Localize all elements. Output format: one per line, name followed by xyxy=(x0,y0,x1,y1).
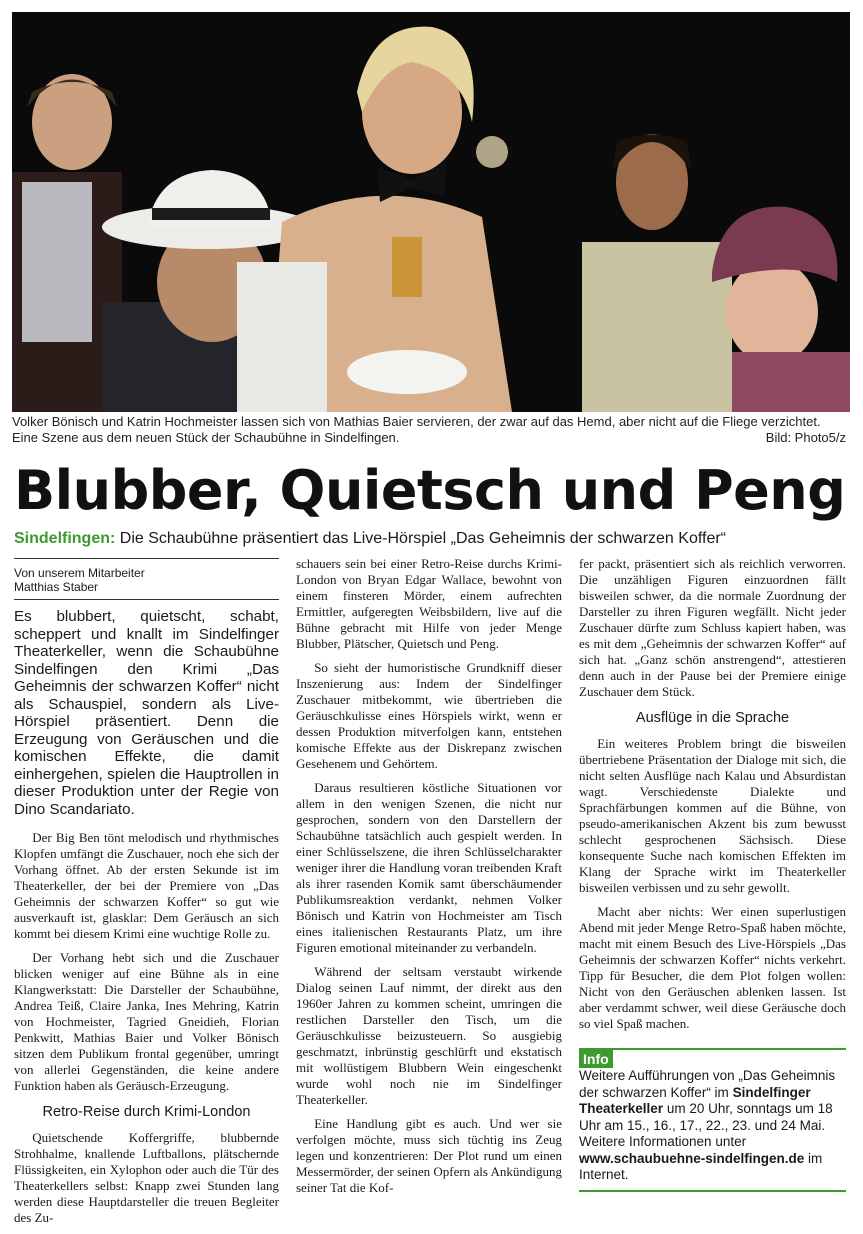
byline-line-1: Von unserem Mitarbeiter xyxy=(14,566,145,580)
byline-author: Matthias Staber xyxy=(14,580,99,594)
info-text-3: im Internet. xyxy=(579,1150,823,1182)
byline xyxy=(14,566,279,600)
info-bottom-rule xyxy=(579,1190,846,1192)
lead-paragraph: Es blubbert, quietscht, schabt, scheppert und knallt im Sindelfinger Theaterkeller, wenn die Schaubühne Sindelfingen den Krimi „Das Geheimnis der schwarzen Koffer“ nicht als Schauspiel, sondern als Live-Hörspiel präsentiert. Denn die Erzeugung von Geräuschen und die komischen Effekte, die damit einhergehen, spielen die Hauptrollen in dieser Produktion unter der Regie von Dino Scandariato. xyxy=(14,608,279,818)
info-label: Info xyxy=(579,1050,613,1068)
body-paragraph: Der Big Ben tönt melodisch und rhythmisches Klopfen umfängt die Zuschauer, noch ehe sich der Vorhang öffnet. Ab der ersten Sekunde ist im Theaterkeller, der bei der Premiere von „Das Geheimnis der schwarzen Koffer“ so gut wie ausverkauft ist, glasklar: Dem Geräusch an sich kommt bei diesem Krimi eine wuchtige Rolle zu. xyxy=(14,830,279,941)
article-photo xyxy=(12,12,850,412)
body-paragraph: fer packt, präsentiert sich als reichlich verworren. Die unzähligen Figuren einzuordnen fällt bisweilen schwer, da die normale Zuordnung der Darsteller zu ihren Figuren wegfällt. Nicht jeder Zuschauer dürfte zum Schluss kapiert haben, was es mit dem „Geheimnis der schwarzen Koffer“ auf sich hat. „Ganz schön anstrengend“, attestieren denn auch in der Pause bei der Premiere einige Zuschauer dem Stück. xyxy=(579,556,846,699)
article-column-3 xyxy=(579,556,846,1040)
subhead xyxy=(14,529,850,549)
info-venue: Sindelfinger Theaterkeller xyxy=(579,1084,811,1116)
caption-text: Volker Bönisch und Katrin Hochmeister lassen sich von Mathias Baier servieren, der zwar auf das Hemd, aber nicht auf die Fliege verzichtet. Eine Szene aus dem neuen Stück der Schaubühne in Sindelfingen. xyxy=(12,414,821,445)
body-paragraph: schauers sein bei einer Retro-Reise durchs Krimi-London von Bryan Edgar Wallace, bewohnt von einem finsteren Mörder, einem aufrechten Ermittler, aufgeregten Weibsbildern, live auf die Bühne gebracht mit Hilfe von jeder Menge Blubber, Plätscher, Quietsch und Peng. xyxy=(296,556,562,651)
body-paragraph: Eine Handlung gibt es auch. Und wer sie verfolgen möchte, muss sich tüchtig ins Zeug legen und konzentrieren: Der Plot rund um einen Messermörder, der seinen Opfern als Ankündigung seiner Tat die Kof- xyxy=(296,1116,562,1195)
info-url-link[interactable]: www.schaubuehne-sindelfingen.de xyxy=(579,1150,805,1166)
photo-credit: Bild: Photo5/z xyxy=(765,430,846,445)
section-heading: Ausflüge in die Sprache xyxy=(635,710,790,726)
body-paragraph: Ein weiteres Problem bringt die bisweilen übertriebene Präsentation der Dialoge mit sich, die nicht selten Ausflüge nach Kalau und Absurdistan wagt. Verschiedenste Dialekte und Sprachfärbungen kommen auf die Bühne, von pseudo-amerikanischen Akzent bis zum bewusst schlecht gesprochenen Sächsisch. Diese konsequente Suche nach komischen Effekten im Klang der Sprache wirkt im Theaterkeller bisweilen verbissen und zu sehr gewollt. xyxy=(579,736,846,895)
info-box xyxy=(579,1048,846,1192)
info-text xyxy=(579,1068,846,1184)
info-text-2: um 20 Uhr, sonntags um 18 Uhr am 15., 16., 17., 22., 23. und 24 Mai. Weitere Informationen unter xyxy=(579,1101,833,1149)
article-column-2 xyxy=(296,556,562,1204)
body-paragraph: So sieht der humoristische Grundkniff dieser Inszenierung aus: Indem der Sindelfinger Zuschauer mitbekommt, wie übertrieben die Geräuschkulisse eines Hörspiels wirkt, wenn er dessen Produktion mitverfolgen kann, entstehen komische Effekte aus der Diskrepanz zwischen Gesehenem und Gehörtem. xyxy=(296,660,562,771)
headline: Blubber, Quietsch und Peng xyxy=(14,459,846,522)
body-paragraph: Quietschende Koffergriffe, blubbernde Strohhalme, knallende Luftballons, plätschernde Flüssigkeiten, ein Xylophon oder auch die Tür des Theaterkellers selbst: Knapp zwei Stunden lang werden diese Hauptdarsteller die treuen Begleiter des Zu- xyxy=(14,1130,279,1225)
article-column-1 xyxy=(14,562,279,1234)
divider xyxy=(14,558,279,559)
stage-scene-image xyxy=(12,12,850,412)
body-paragraph: Macht aber nichts: Wer einen superlustigen Abend mit jeder Menge Retro-Spaß haben möchte, macht mit einem Besuch des Live-Hörspiels „Das Geheimnis der schwarzen Koffer“ nichts verkehrt. Tipp für Besucher, die dem Plot folgen wollen: Nicht von den Geräuschen ablenken lassen. Ist aber verdammt schwer, weil diese Geräusche doch so viel Spaß machen. xyxy=(579,904,846,1031)
body-paragraph: Der Vorhang hebt sich und die Zuschauer blicken weniger auf eine Bühne als in eine Klangwerkstatt: Die Darsteller der Schaubühne, Andrea Teiß, Claire Janka, Ines Mehring, Katrin von Hochmeister, Tagried Gneidieh, Florian Penkwitt, Mathias Baier und Volker Bönisch sitzen dem Publikum frontal gegenüber, umringt von allerlei Gegenständen, die keine andere Funktion haben als Geräusch-Erzeugung. xyxy=(14,950,279,1093)
photo-caption xyxy=(12,414,850,446)
body-paragraph: Während der seltsam verstaubt wirkende Dialog seinen Lauf nimmt, der direkt aus den 1960er Jahren zu kommen scheint, umringen die restlichen Darsteller den Tisch, um die Geräuschkulisse beizusteuern. So ausgiebig geschmatzt, inbrünstig geschlürft und ekstatisch mit wollüstigem Blubbern Wein eingeschenkt wurde wohl noch nie im Sindelfinger Theaterkeller. xyxy=(296,964,562,1107)
body-paragraph: Daraus resultieren köstliche Situationen vor allem in den wenigen Szenen, die nicht nur gesprochen, sondern von den Darstellern der Schaubühne tatsächlich auch gespielt werden. In einer Schlüsselszene, die ihren Schlüsselcharakter weniger ihrer die Handlung voran treibenden Kraft als ihrer rasenden Komik samt überschäumender Publikumsreaktion verdankt, nehmen Volker Bönisch und Katrin von Hochmeister am Tisch eines italienischen Restaurants Platz, um ihre Figuren emotional miteinander zu verbandeln. xyxy=(296,780,562,955)
info-text-1: Weitere Aufführungen von „Das Geheimnis der schwarzen Koffer“ im xyxy=(579,1068,836,1100)
info-bar xyxy=(579,1048,846,1068)
dateline-location: Sindelfingen: xyxy=(14,530,116,547)
section-heading: Retro-Reise durch Krimi-London xyxy=(42,1104,251,1120)
subhead-text: Die Schaubühne präsentiert das Live-Hörspiel „Das Geheimnis der schwarzen Koffer“ xyxy=(119,530,726,547)
